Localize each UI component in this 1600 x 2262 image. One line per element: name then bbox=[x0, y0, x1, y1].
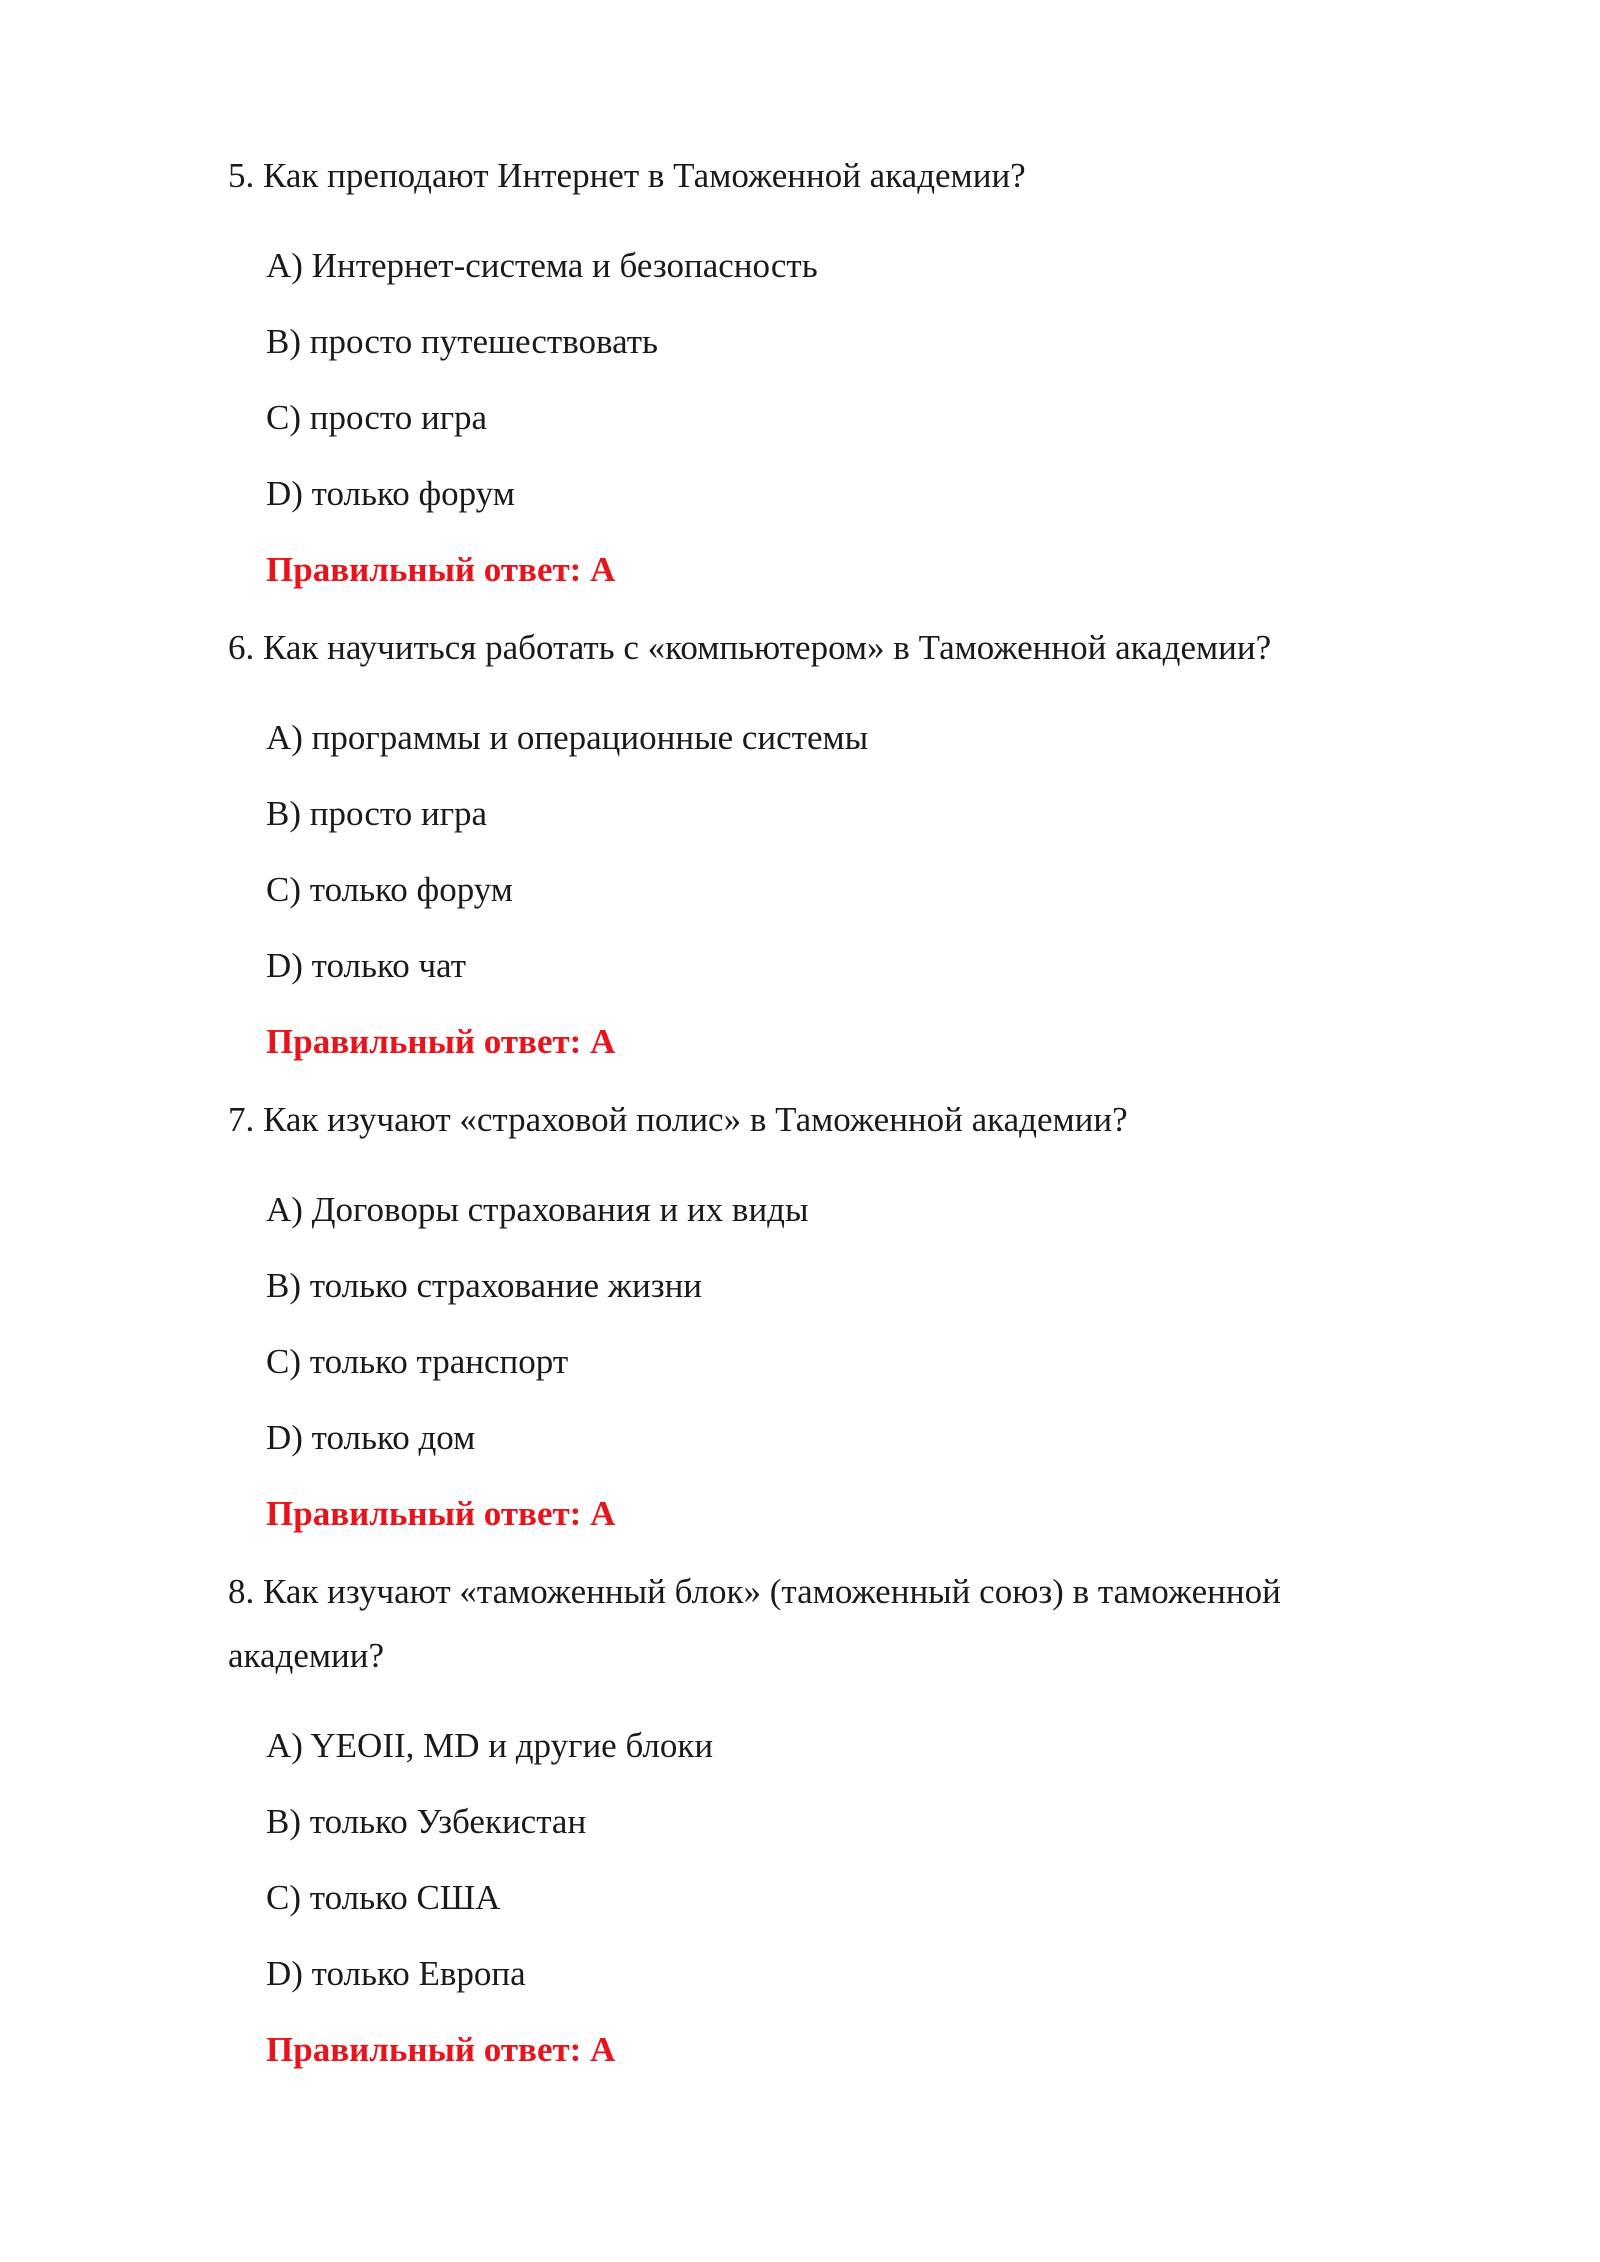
question-text: 6. Как научиться работать с «компьютером» в Таможенной академии? bbox=[228, 628, 1272, 667]
option-c: C) только США bbox=[266, 1878, 501, 1917]
option-c: C) только форум bbox=[266, 870, 513, 909]
option-b: B) просто путешествовать bbox=[266, 322, 658, 361]
correct-answer: Правильный ответ: A bbox=[266, 550, 616, 589]
option-d: D) только дом bbox=[266, 1418, 476, 1457]
option-a: A) программы и операционные системы bbox=[266, 718, 869, 757]
option-b: B) просто игра bbox=[266, 794, 488, 833]
option-a: A) YEOII, MD и другие блоки bbox=[266, 1726, 714, 1765]
option-b: B) только Узбекистан bbox=[266, 1802, 587, 1841]
option-c: C) просто игра bbox=[266, 398, 488, 437]
option-b: B) только страхование жизни bbox=[266, 1266, 703, 1305]
question-text: 8. Как изучают «таможенный блок» (таможенный союз) в таможенной академии? bbox=[228, 1572, 1281, 1675]
question-text: 5. Как преподают Интернет в Таможенной академии? bbox=[228, 156, 1026, 195]
option-d: D) только чат bbox=[266, 946, 466, 985]
option-c: C) только транспорт bbox=[266, 1342, 569, 1381]
correct-answer: Правильный ответ: A bbox=[266, 1022, 616, 1061]
correct-answer: Правильный ответ: A bbox=[266, 1494, 616, 1533]
option-d: D) только форум bbox=[266, 474, 515, 513]
question-text: 7. Как изучают «страховой полис» в Таможенной академии? bbox=[228, 1100, 1128, 1139]
option-a: A) Договоры страхования и их виды bbox=[266, 1190, 809, 1229]
option-a: A) Интернет-система и безопасность bbox=[266, 246, 818, 285]
option-d: D) только Европа bbox=[266, 1954, 526, 1993]
correct-answer: Правильный ответ: A bbox=[266, 2030, 616, 2069]
